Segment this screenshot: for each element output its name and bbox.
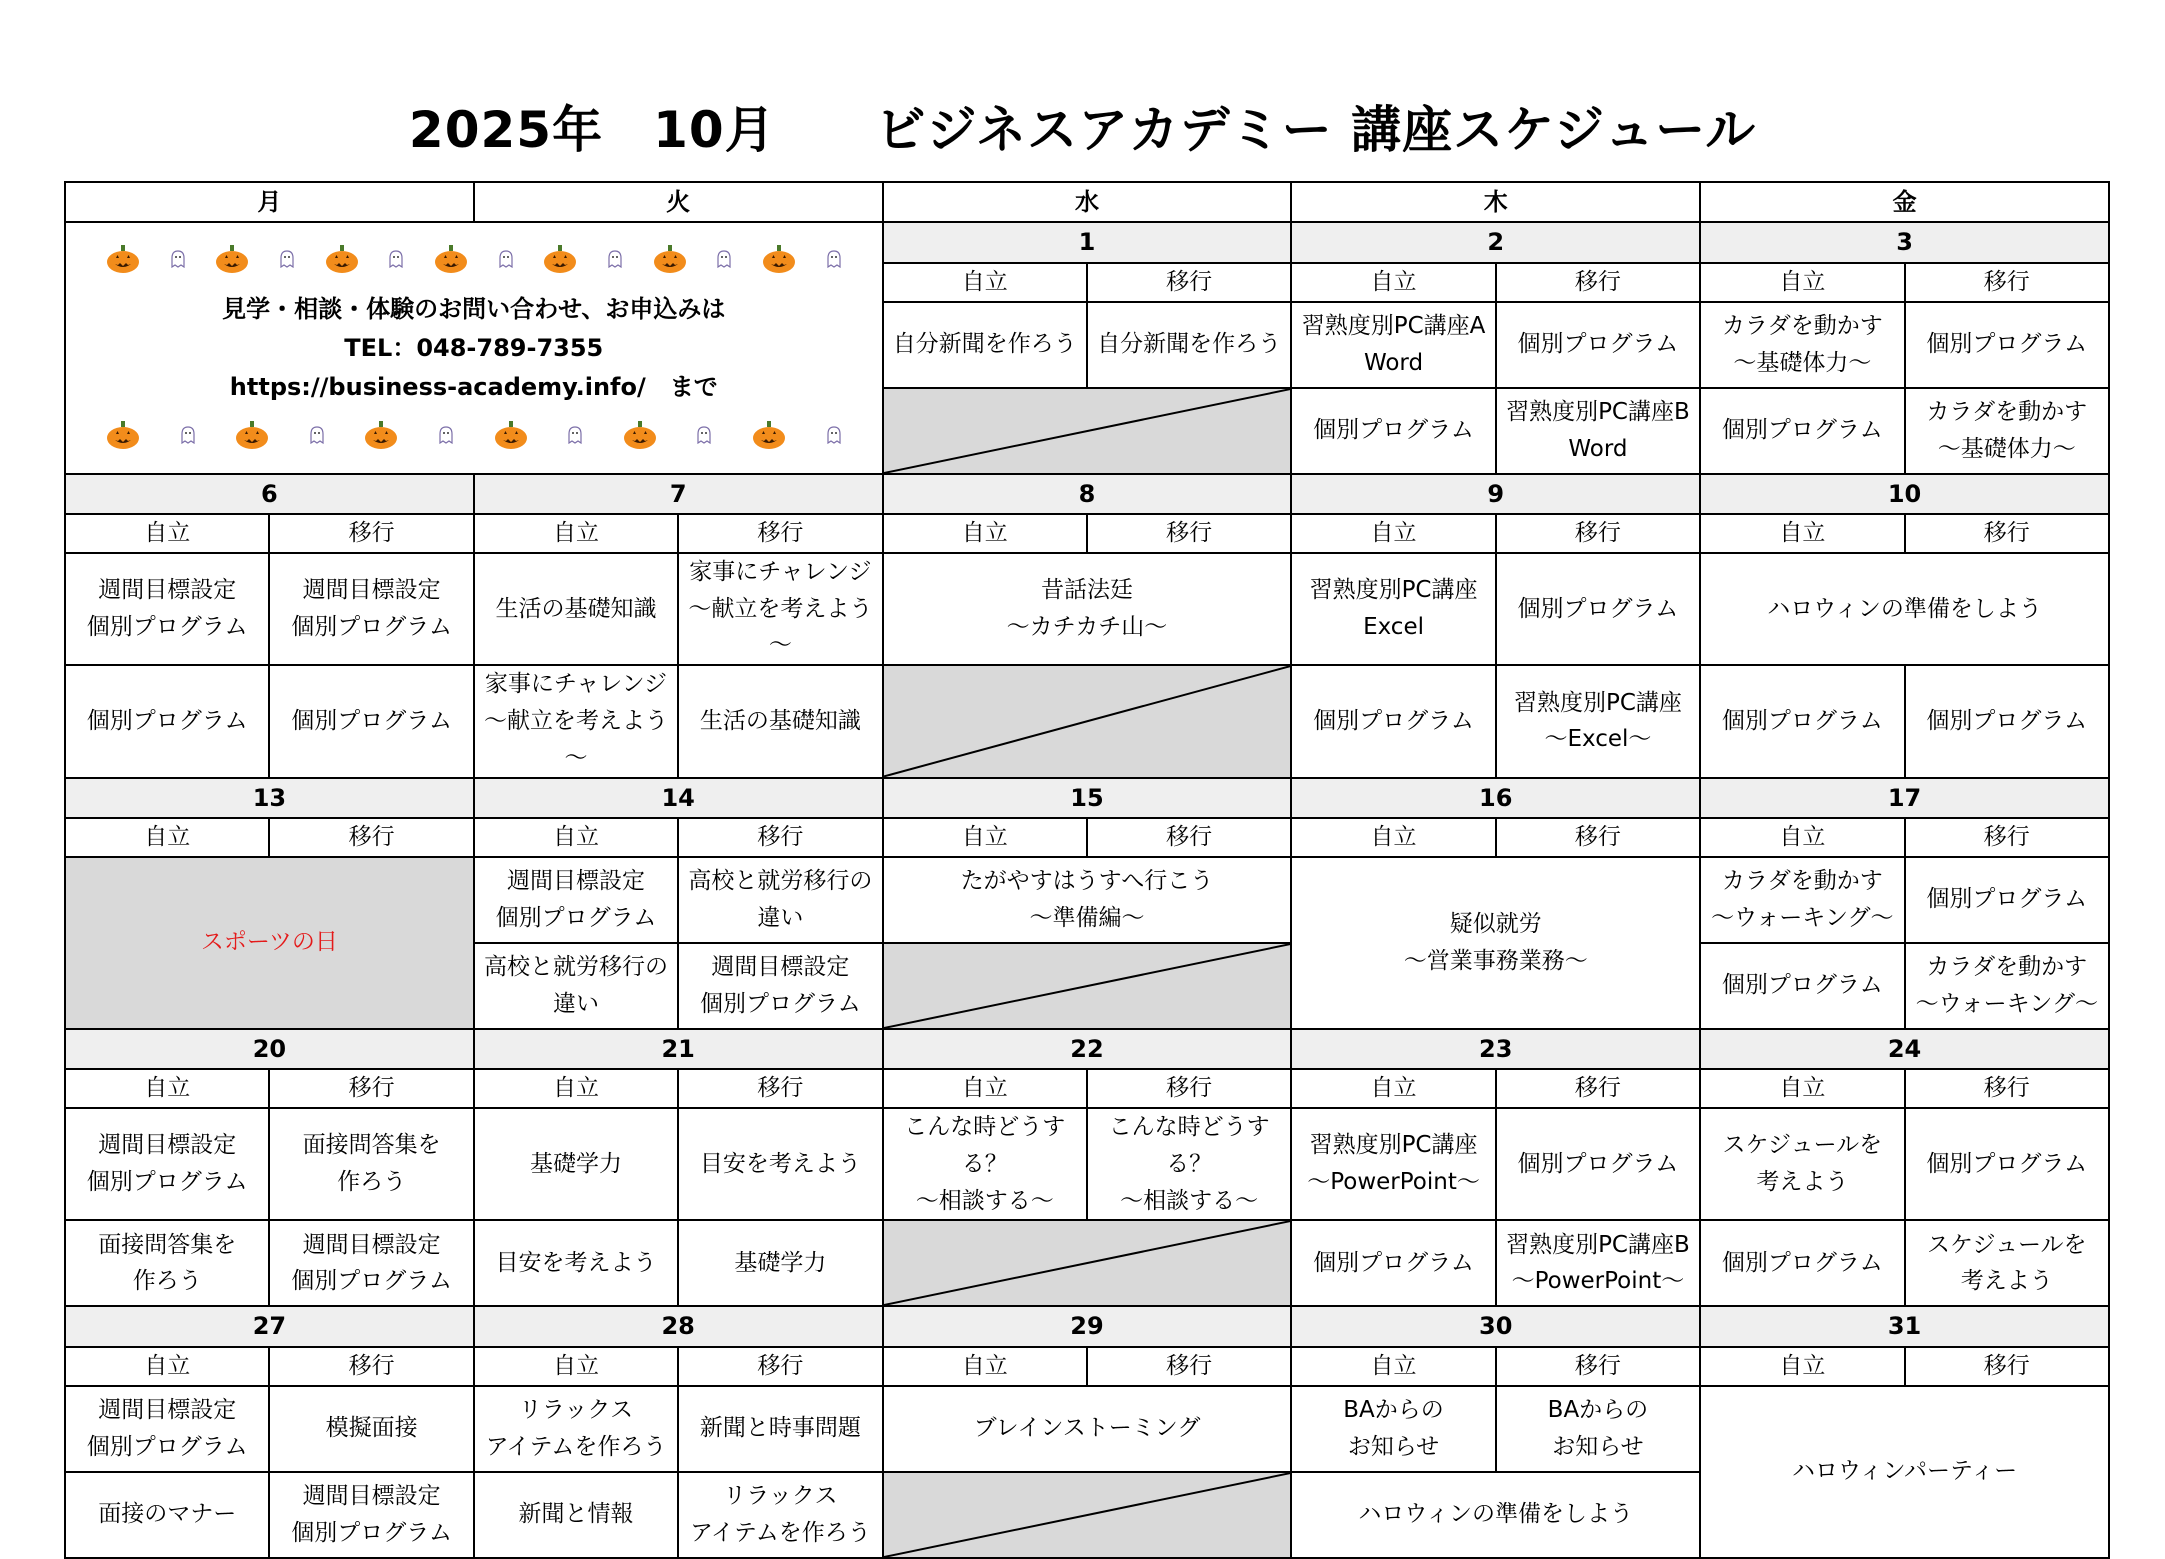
weekday-header-row bbox=[65, 182, 2109, 222]
label-ikou: 移行 bbox=[678, 1069, 882, 1108]
weekday-tue: 火 bbox=[474, 182, 883, 222]
label-ikou: 移行 bbox=[678, 514, 882, 553]
event-cell: 個別プログラム bbox=[1700, 388, 1904, 474]
label-ikou: 移行 bbox=[269, 1347, 473, 1386]
no-class-cell bbox=[883, 388, 1292, 474]
event-cell: 高校と就労移行の 違い bbox=[474, 943, 678, 1029]
date-cell: 2 bbox=[1291, 222, 1700, 262]
date-cell: 29 bbox=[883, 1306, 1292, 1346]
event-cell: 習熟度別PC講座 Excel bbox=[1291, 553, 1495, 665]
event-cell: 個別プログラム bbox=[1700, 943, 1904, 1029]
pumpkin-icon bbox=[325, 244, 359, 274]
ghost-icon bbox=[180, 426, 196, 444]
date-cell: 7 bbox=[474, 474, 883, 514]
event-cell: 模擬面接 bbox=[269, 1386, 473, 1472]
diagonal-line bbox=[884, 944, 1291, 1028]
label-jiritsu: 自立 bbox=[1291, 1347, 1495, 1386]
diagonal-line bbox=[884, 666, 1291, 776]
label-ikou: 移行 bbox=[269, 818, 473, 857]
event-cell: 習熟度別PC講座B Word bbox=[1496, 388, 1700, 474]
event-cell: 個別プログラム bbox=[1905, 857, 2109, 943]
event-cell: 個別プログラム bbox=[1700, 665, 1904, 777]
date-cell: 31 bbox=[1700, 1306, 2109, 1346]
event-cell: スケジュールを 考えよう bbox=[1905, 1220, 2109, 1306]
pumpkin-icon bbox=[623, 420, 657, 450]
event-cell: ハロウィンパーティー bbox=[1700, 1386, 2109, 1558]
event-cell: 週間目標設定 個別プログラム bbox=[65, 1108, 269, 1220]
event-cell: BAからの お知らせ bbox=[1291, 1386, 1495, 1472]
event-cell: 個別プログラム bbox=[1700, 1220, 1904, 1306]
event-cell: 週間目標設定 個別プログラム bbox=[269, 553, 473, 665]
event-cell: 面接問答集を 作ろう bbox=[269, 1108, 473, 1220]
event-cell: 目安を考えよう bbox=[678, 1108, 882, 1220]
schedule-table bbox=[64, 181, 2110, 1559]
event-cell: 週間目標設定 個別プログラム bbox=[269, 1472, 473, 1558]
event-cell: こんな時どうする？ ～相談する～ bbox=[1087, 1108, 1291, 1220]
event-cell: 週間目標設定 個別プログラム bbox=[65, 1386, 269, 1472]
pumpkin-icon bbox=[215, 244, 249, 274]
halloween-decoration-top bbox=[106, 244, 842, 274]
banner-line-1: 見学・相談・体験のお問い合わせ、お申込みは bbox=[222, 294, 726, 323]
label-jiritsu: 自立 bbox=[1700, 514, 1904, 553]
ghost-icon bbox=[388, 250, 404, 268]
event-cell: 新聞と情報 bbox=[474, 1472, 678, 1558]
week4-label-row bbox=[65, 1069, 2109, 1108]
date-cell: 14 bbox=[474, 778, 883, 818]
event-cell: こんな時どうする？ ～相談する～ bbox=[883, 1108, 1087, 1220]
event-cell: 自分新聞を作ろう bbox=[1087, 302, 1291, 388]
event-cell: 個別プログラム bbox=[1905, 1108, 2109, 1220]
halloween-decoration-bottom bbox=[106, 420, 842, 450]
label-jiritsu: 自立 bbox=[65, 514, 269, 553]
label-jiritsu: 自立 bbox=[883, 1347, 1087, 1386]
week2-event-row-2 bbox=[65, 665, 2109, 777]
label-jiritsu: 自立 bbox=[65, 1347, 269, 1386]
date-cell: 23 bbox=[1291, 1029, 1700, 1069]
label-jiritsu: 自立 bbox=[883, 514, 1087, 553]
date-cell: 8 bbox=[883, 474, 1292, 514]
event-cell: 習熟度別PC講座A Word bbox=[1291, 302, 1495, 388]
ghost-icon bbox=[607, 250, 623, 268]
event-cell: 習熟度別PC講座B ～PowerPoint～ bbox=[1496, 1220, 1700, 1306]
event-cell: 目安を考えよう bbox=[474, 1220, 678, 1306]
label-jiritsu: 自立 bbox=[474, 514, 678, 553]
no-class-cell bbox=[883, 943, 1292, 1029]
date-cell: 17 bbox=[1700, 778, 2109, 818]
title-name: ビジネスアカデミー 講座スケジュール bbox=[875, 101, 1757, 159]
week5-event-row-1 bbox=[65, 1386, 2109, 1472]
ghost-icon bbox=[716, 250, 732, 268]
label-jiritsu: 自立 bbox=[474, 1347, 678, 1386]
ghost-icon bbox=[498, 250, 514, 268]
diagonal-line bbox=[884, 1473, 1291, 1557]
label-ikou: 移行 bbox=[1496, 818, 1700, 857]
event-cell: 週間目標設定 個別プログラム bbox=[474, 857, 678, 943]
title-month: 10月 bbox=[653, 101, 776, 159]
week3-date-row bbox=[65, 778, 2109, 818]
pumpkin-icon bbox=[235, 420, 269, 450]
week4-event-row-1 bbox=[65, 1108, 2109, 1220]
event-cell: リラックス アイテムを作ろう bbox=[474, 1386, 678, 1472]
event-cell: 習熟度別PC講座 ～Excel～ bbox=[1496, 665, 1700, 777]
label-ikou: 移行 bbox=[678, 818, 882, 857]
event-cell: 個別プログラム bbox=[1496, 553, 1700, 665]
event-cell: たがやすはうすへ行こう ～準備編～ bbox=[883, 857, 1292, 943]
label-ikou: 移行 bbox=[269, 514, 473, 553]
week3-event-row-1 bbox=[65, 857, 2109, 943]
label-ikou: 移行 bbox=[1905, 263, 2109, 302]
pumpkin-icon bbox=[494, 420, 528, 450]
pumpkin-icon bbox=[364, 420, 398, 450]
ghost-icon bbox=[309, 426, 325, 444]
no-class-cell bbox=[883, 1472, 1292, 1558]
event-cell: ハロウィンの準備をしよう bbox=[1700, 553, 2109, 665]
week2-date-row bbox=[65, 474, 2109, 514]
date-cell: 20 bbox=[65, 1029, 474, 1069]
event-cell: 自分新聞を作ろう bbox=[883, 302, 1087, 388]
label-jiritsu: 自立 bbox=[1291, 263, 1495, 302]
weekday-thu: 木 bbox=[1291, 182, 1700, 222]
label-ikou: 移行 bbox=[1905, 1069, 2109, 1108]
pumpkin-icon bbox=[543, 244, 577, 274]
label-jiritsu: 自立 bbox=[1291, 818, 1495, 857]
label-ikou: 移行 bbox=[678, 1347, 882, 1386]
event-cell: 個別プログラム bbox=[1291, 388, 1495, 474]
pumpkin-icon bbox=[106, 420, 140, 450]
event-cell: 高校と就労移行の 違い bbox=[678, 857, 882, 943]
label-ikou: 移行 bbox=[269, 1069, 473, 1108]
label-jiritsu: 自立 bbox=[1700, 818, 1904, 857]
event-cell: 個別プログラム bbox=[269, 665, 473, 777]
event-cell: カラダを動かす ～ウォーキング～ bbox=[1905, 943, 2109, 1029]
weekday-wed: 水 bbox=[883, 182, 1292, 222]
label-jiritsu: 自立 bbox=[883, 818, 1087, 857]
event-cell: ブレインストーミング bbox=[883, 1386, 1292, 1472]
event-cell: カラダを動かす ～基礎体力～ bbox=[1700, 302, 1904, 388]
date-cell: 6 bbox=[65, 474, 474, 514]
contact-banner bbox=[65, 222, 883, 473]
label-jiritsu: 自立 bbox=[883, 1069, 1087, 1108]
date-cell: 27 bbox=[65, 1306, 474, 1346]
event-cell: 面接のマナー bbox=[65, 1472, 269, 1558]
date-cell: 1 bbox=[883, 222, 1292, 262]
label-jiritsu: 自立 bbox=[1291, 1069, 1495, 1108]
ghost-icon bbox=[826, 250, 842, 268]
event-cell: カラダを動かす ～基礎体力～ bbox=[1905, 388, 2109, 474]
ghost-icon bbox=[438, 426, 454, 444]
date-cell: 21 bbox=[474, 1029, 883, 1069]
no-class-cell bbox=[883, 1220, 1292, 1306]
label-ikou: 移行 bbox=[1496, 1069, 1700, 1108]
diagonal-line bbox=[884, 1221, 1291, 1305]
event-cell: 基礎学力 bbox=[678, 1220, 882, 1306]
ghost-icon bbox=[170, 250, 186, 268]
event-cell: 家事にチャレンジ ～献立を考えよう～ bbox=[678, 553, 882, 665]
event-cell: 習熟度別PC講座 ～PowerPoint～ bbox=[1291, 1108, 1495, 1220]
pumpkin-icon bbox=[762, 244, 796, 274]
date-cell: 24 bbox=[1700, 1029, 2109, 1069]
label-jiritsu: 自立 bbox=[1700, 1347, 1904, 1386]
event-cell: BAからの お知らせ bbox=[1496, 1386, 1700, 1472]
banner-url[interactable]: https://business-academy.info/ まで bbox=[229, 372, 718, 401]
date-cell: 3 bbox=[1700, 222, 2109, 262]
label-jiritsu: 自立 bbox=[1700, 1069, 1904, 1108]
date-cell: 10 bbox=[1700, 474, 2109, 514]
diagonal-line bbox=[884, 389, 1291, 473]
label-jiritsu: 自立 bbox=[1700, 263, 1904, 302]
label-ikou: 移行 bbox=[1087, 1347, 1291, 1386]
event-cell: リラックス アイテムを作ろう bbox=[678, 1472, 882, 1558]
label-ikou: 移行 bbox=[1905, 818, 2109, 857]
event-cell: 新聞と時事問題 bbox=[678, 1386, 882, 1472]
pumpkin-icon bbox=[653, 244, 687, 274]
event-cell: カラダを動かす ～ウォーキング～ bbox=[1700, 857, 1904, 943]
week4-date-row bbox=[65, 1029, 2109, 1069]
banner-phone: TEL：048-789-7355 bbox=[344, 333, 604, 362]
event-cell: 週間目標設定 個別プログラム bbox=[65, 553, 269, 665]
event-cell: 生活の基礎知識 bbox=[474, 553, 678, 665]
label-ikou: 移行 bbox=[1087, 514, 1291, 553]
date-cell: 13 bbox=[65, 778, 474, 818]
week5-label-row bbox=[65, 1347, 2109, 1386]
date-cell: 15 bbox=[883, 778, 1292, 818]
pumpkin-icon bbox=[434, 244, 468, 274]
label-ikou: 移行 bbox=[1087, 263, 1291, 302]
label-jiritsu: 自立 bbox=[1291, 514, 1495, 553]
pumpkin-icon bbox=[106, 244, 140, 274]
event-cell: 基礎学力 bbox=[474, 1108, 678, 1220]
event-cell: ハロウィンの準備をしよう bbox=[1291, 1472, 1700, 1558]
event-cell: 昔話法廷 ～カチカチ山～ bbox=[883, 553, 1292, 665]
label-ikou: 移行 bbox=[1905, 514, 2109, 553]
label-jiritsu: 自立 bbox=[474, 818, 678, 857]
weekday-mon: 月 bbox=[65, 182, 474, 222]
ghost-icon bbox=[567, 426, 583, 444]
ghost-icon bbox=[826, 426, 842, 444]
week2-label-row bbox=[65, 514, 2109, 553]
label-ikou: 移行 bbox=[1905, 1347, 2109, 1386]
event-cell: 家事にチャレンジ ～献立を考えよう～ bbox=[474, 665, 678, 777]
holiday-cell: スポーツの日 bbox=[65, 857, 474, 1029]
event-cell: 個別プログラム bbox=[1291, 1220, 1495, 1306]
event-cell: スケジュールを 考えよう bbox=[1700, 1108, 1904, 1220]
event-cell: 個別プログラム bbox=[1905, 665, 2109, 777]
week1-date-row bbox=[65, 222, 2109, 262]
label-ikou: 移行 bbox=[1496, 1347, 1700, 1386]
label-ikou: 移行 bbox=[1496, 514, 1700, 553]
event-cell: 面接問答集を 作ろう bbox=[65, 1220, 269, 1306]
week2-event-row-1 bbox=[65, 553, 2109, 665]
event-cell: 週間目標設定 個別プログラム bbox=[678, 943, 882, 1029]
event-cell: 疑似就労 ～営業事務業務～ bbox=[1291, 857, 1700, 1029]
label-ikou: 移行 bbox=[1087, 818, 1291, 857]
event-cell: 週間目標設定 個別プログラム bbox=[269, 1220, 473, 1306]
week4-event-row-2 bbox=[65, 1220, 2109, 1306]
banner-text bbox=[66, 290, 882, 407]
event-cell: 生活の基礎知識 bbox=[678, 665, 882, 777]
date-cell: 16 bbox=[1291, 778, 1700, 818]
date-cell: 28 bbox=[474, 1306, 883, 1346]
event-cell: 個別プログラム bbox=[1291, 665, 1495, 777]
ghost-icon bbox=[696, 426, 712, 444]
no-class-cell bbox=[883, 665, 1292, 777]
page-title bbox=[0, 90, 2165, 162]
week5-date-row bbox=[65, 1306, 2109, 1346]
weekday-fri: 金 bbox=[1700, 182, 2109, 222]
label-jiritsu: 自立 bbox=[883, 263, 1087, 302]
title-year: 2025年 bbox=[408, 101, 604, 159]
label-jiritsu: 自立 bbox=[65, 1069, 269, 1108]
event-cell: 個別プログラム bbox=[1496, 1108, 1700, 1220]
date-cell: 30 bbox=[1291, 1306, 1700, 1346]
event-cell: 個別プログラム bbox=[65, 665, 269, 777]
event-cell: 個別プログラム bbox=[1496, 302, 1700, 388]
week3-label-row bbox=[65, 818, 2109, 857]
date-cell: 9 bbox=[1291, 474, 1700, 514]
label-ikou: 移行 bbox=[1496, 263, 1700, 302]
ghost-icon bbox=[279, 250, 295, 268]
date-cell: 22 bbox=[883, 1029, 1292, 1069]
label-jiritsu: 自立 bbox=[474, 1069, 678, 1108]
label-jiritsu: 自立 bbox=[65, 818, 269, 857]
event-cell: 個別プログラム bbox=[1905, 302, 2109, 388]
label-ikou: 移行 bbox=[1087, 1069, 1291, 1108]
pumpkin-icon bbox=[752, 420, 786, 450]
